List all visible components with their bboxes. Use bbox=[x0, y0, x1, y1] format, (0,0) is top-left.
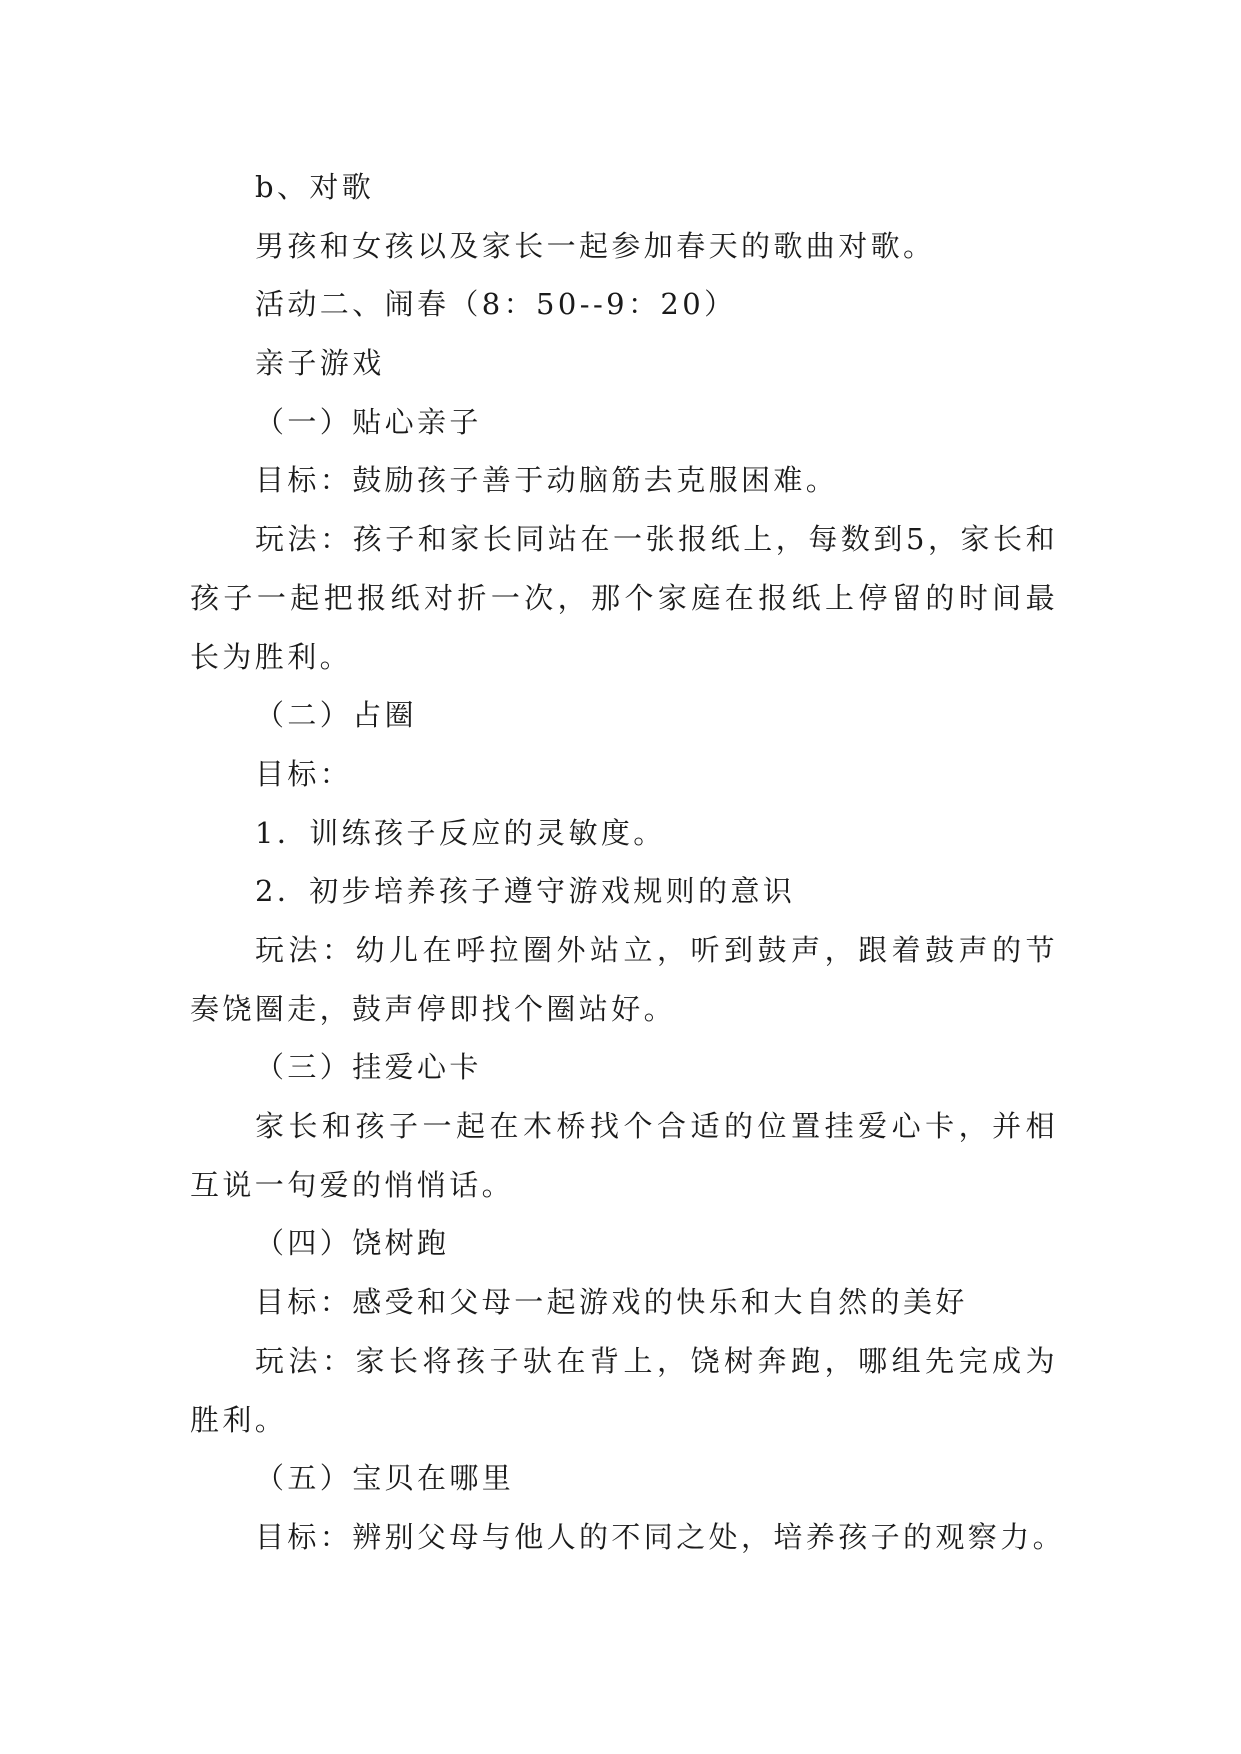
goal-item-2: 2．初步培养孩子遵守游戏规则的意识 bbox=[255, 874, 796, 909]
section-heading: 亲子游戏 bbox=[255, 346, 385, 381]
rules-paragraph: 玩法：孩子和家长同站在一张报纸上，每数到5，家长和孩子一起把报纸对折一次，那个家庭在报纸上停留的时间最长为胜利。 bbox=[190, 522, 1058, 674]
subsection-heading: b、对歌 bbox=[255, 170, 375, 204]
game-heading-3: （三）挂爱心卡 bbox=[255, 1050, 482, 1085]
game-heading-4: （四）饶树跑 bbox=[255, 1226, 450, 1261]
game-heading-2: （二）占圈 bbox=[255, 698, 418, 733]
goal-label: 目标： bbox=[255, 756, 353, 791]
game-heading-1: （一）贴心亲子 bbox=[255, 404, 482, 439]
game-heading-5: （五）宝贝在哪里 bbox=[255, 1461, 515, 1496]
rules-paragraph: 玩法：家长将孩子驮在背上，饶树奔跑，哪组先完成为胜利。 bbox=[190, 1343, 1058, 1437]
paragraph: 男孩和女孩以及家长一起参加春天的歌曲对歌。 bbox=[255, 228, 936, 263]
goal-paragraph: 目标：鼓励孩子善于动脑筋去克服困难。 bbox=[255, 463, 839, 498]
rules-paragraph: 玩法：幼儿在呼拉圈外站立，听到鼓声，跟着鼓声的节奏饶圈走，鼓声停即找个圈站好。 bbox=[190, 932, 1058, 1026]
goal-item-1: 1．训练孩子反应的灵敏度。 bbox=[255, 815, 666, 850]
goal-paragraph: 目标：辨别父母与他人的不同之处，培养孩子的观察力。 bbox=[255, 1519, 1066, 1554]
activity-heading: 活动二、闹春（8：50--9：20） bbox=[255, 287, 737, 322]
document-body bbox=[190, 158, 1066, 1567]
goal-paragraph: 目标：感受和父母一起游戏的快乐和大自然的美好 bbox=[255, 1285, 968, 1320]
paragraph: 家长和孩子一起在木桥找个合适的位置挂爱心卡，并相互说一句爱的悄悄话。 bbox=[190, 1109, 1058, 1202]
